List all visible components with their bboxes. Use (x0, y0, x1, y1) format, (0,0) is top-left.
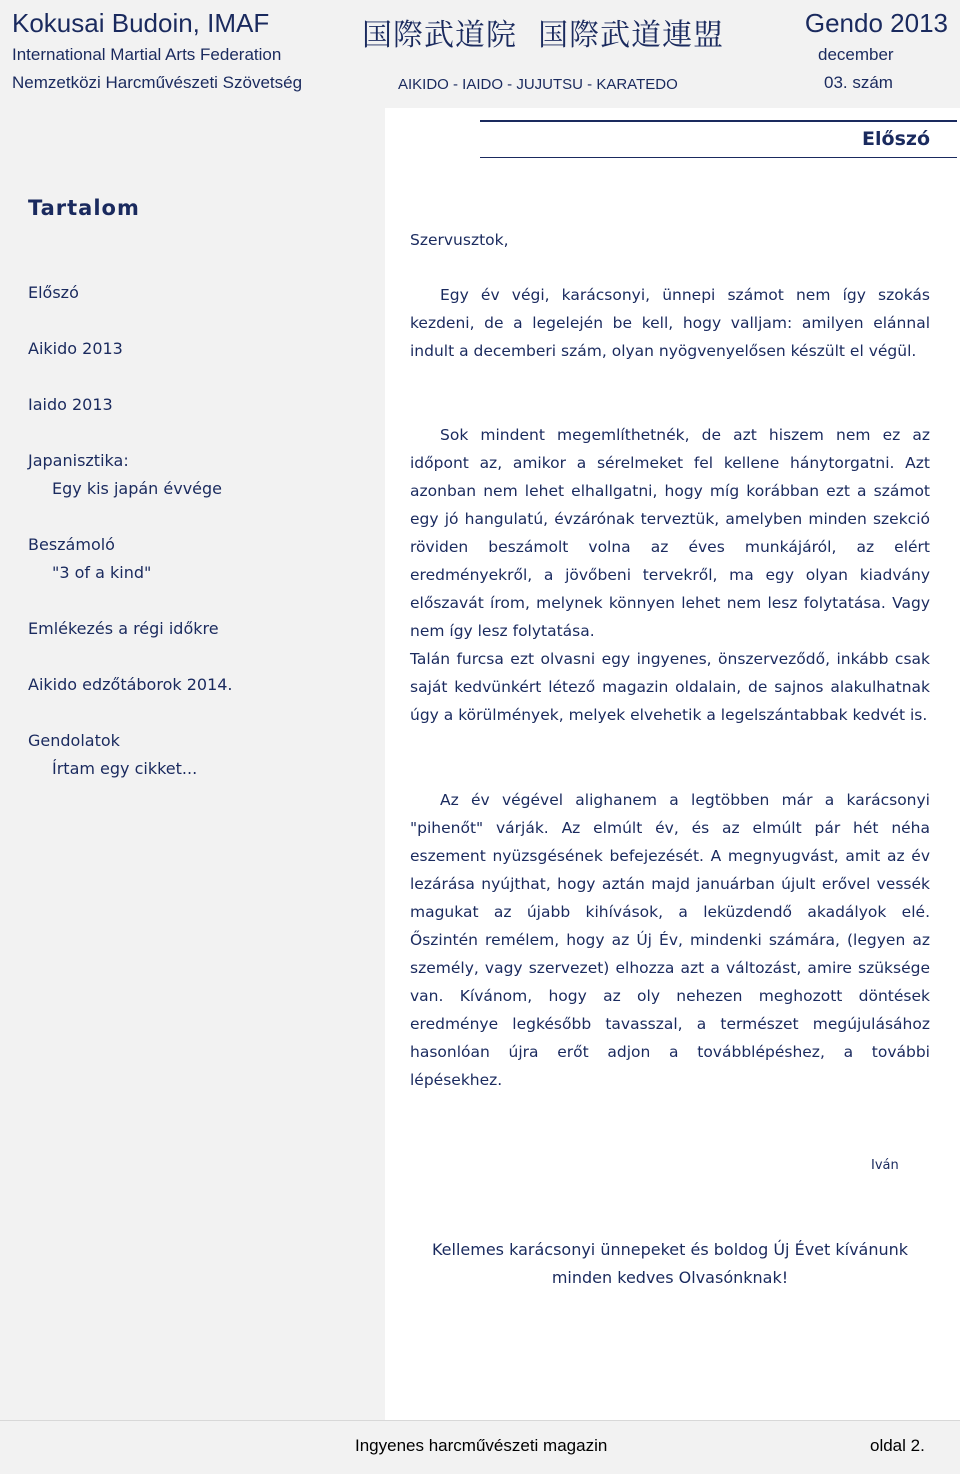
issue-month: december (818, 45, 894, 64)
closing-line-1: Kellemes karácsonyi ünnepeket és boldog Új Évet kívánunk (431, 1240, 909, 1259)
toc-item-gendolatok[interactable]: Gendolatok (28, 731, 120, 750)
org-name-hungarian: Nemzetközi Harcművészeti Szövetség (12, 73, 303, 92)
toc-item-aikido-edzotaborok[interactable]: Aikido edzőtáborok 2014. (28, 675, 233, 694)
org-name-english: International Martial Arts Federation (12, 45, 282, 64)
article-paragraph: Az év végével alighanem a legtöbben már a karácsonyi "pihenőt" várják. Az elmúlt év, és az elmúlt pár hét néha eszement nyüzsgésének befejezését. A megnyugvást, amit az év lezárása nyújthat, hogy aztán majd januárban újult erővel vessék magukat az újabb kihívások, a leküzdendő akadályok elé. Őszintén remélem, hogy az Új Év, mindenki számára, (legyen az személy, vagy szervezet) elhozza azt a változást, amire szüksége van. Kívánom, hogy az oly nehezen meghozott döntések eredménye legkésőbb tavasszal, a természet megújulásához hasonlóan újra erőt adjon a továbblépéshez, a további lépésekhez. (410, 791, 930, 1089)
martial-arts-list: AIKIDO - IAIDO - JUJUTSU - KARATEDO (398, 76, 678, 93)
toc-item-eloszo[interactable]: Előszó (28, 283, 79, 302)
section-title-rule-bottom (480, 157, 957, 158)
footer-magazine-name: Ingyenes harcművészeti magazin (355, 1436, 608, 1455)
footer-divider (0, 1420, 960, 1421)
article-greeting: Szervusztok, (410, 231, 509, 249)
page-footer (0, 1420, 960, 1474)
page-header (0, 0, 960, 108)
closing-greeting (410, 1236, 930, 1292)
org-name-kanji: 国際武道院 国際武道連盟 (362, 18, 725, 53)
publication-title: Gendo 2013 (804, 8, 948, 38)
org-name: Kokusai Budoin, IMAF (12, 8, 270, 38)
toc-item-aikido-2013[interactable]: Aikido 2013 (28, 339, 123, 358)
toc-subitem-irtam-egy-cikket[interactable]: Írtam egy cikket... (52, 759, 198, 778)
section-title: Előszó (862, 128, 930, 150)
page-number: oldal 2. (870, 1436, 925, 1455)
article-paragraph: Egy év végi, karácsonyi, ünnepi számot nem így szokás kezdeni, de a legelején be kell, hogy valljam: amilyen elánnal indult a decemberi szám, olyan nyögvenyelősen készült el végül. (410, 286, 930, 360)
closing-line-2: minden kedves Olvasónknak! (551, 1268, 789, 1287)
toc-subitem-japan-evvege[interactable]: Egy kis japán évvége (52, 479, 223, 498)
article-paragraph: Sok mindent megemlíthetnék, de azt hiszem nem ez az időpont az, amikor a sérelmeket fel kellene hánytorgatni. Azt azonban nem lehet elhallgatni, hogy míg korábban ezt a számot egy jó hangulatú, évzárónak terveztük, amelyben minden szekció röviden beszámolt volna az éves munkájáról, az elért eredményekről, a jövőbeni tervekről, ma egy olyan kiadvány előszavát írom, melynek könnyen lehet nem lesz folytatása. Vagy nem így lesz folytatása. Talán furcsa ezt olvasni egy ingyenes, önszerveződő, inkább csak saját kedvünkért létező magazin oldalain, de sajnos alakulhatnak úgy a körülmények, melyek elvehetik a legelszántabbak kedvét is. (410, 426, 930, 724)
toc-subitem-3-of-a-kind[interactable]: "3 of a kind" (52, 563, 152, 582)
toc-item-emlekezes[interactable]: Emlékezés a régi időkre (28, 619, 219, 638)
toc-item-japanisztika[interactable]: Japanisztika: (28, 451, 129, 470)
toc-item-beszamolo[interactable]: Beszámoló (28, 535, 115, 554)
toc-title: Tartalom (28, 196, 140, 220)
toc-item-iaido-2013[interactable]: Iaido 2013 (28, 395, 113, 414)
issue-number: 03. szám (824, 73, 893, 92)
section-title-rule-top (480, 120, 957, 122)
article-signature: Iván (871, 1158, 899, 1173)
